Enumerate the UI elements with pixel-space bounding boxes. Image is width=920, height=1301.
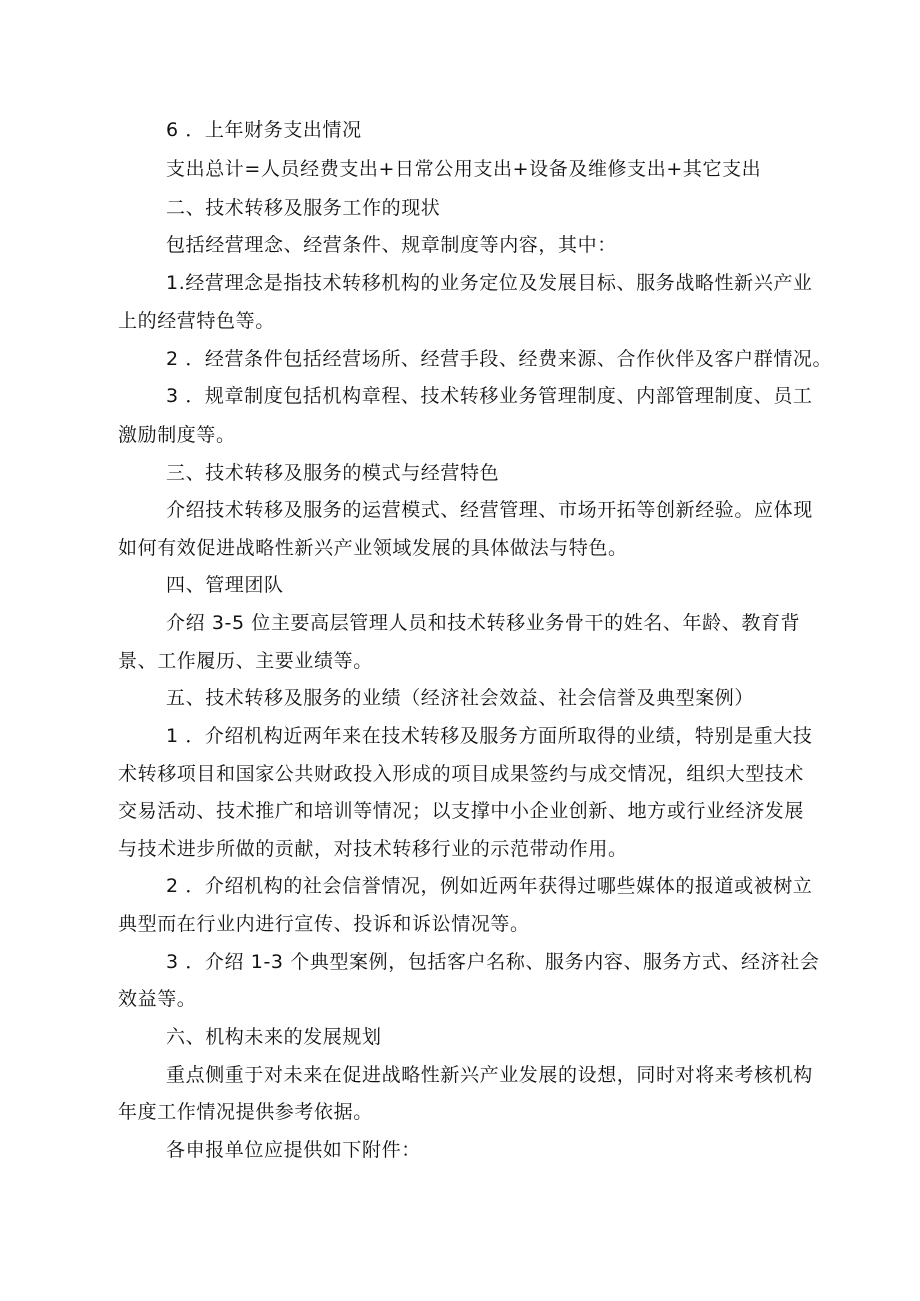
- paragraph-line: 重点侧重于对未来在促进战略性新兴产业发展的设想，同时对将来考核机构: [166, 1064, 813, 1086]
- list-item-line: 效益等。: [118, 988, 197, 1010]
- paragraph-line: 景、工作履历、主要业绩等。: [118, 650, 373, 672]
- list-item-line: 3 ．介绍 1-3 个典型案例，包括客户名称、服务内容、服务方式、经济社会: [166, 951, 820, 973]
- paragraph-line: 介绍技术转移及服务的运营模式、经营管理、市场开拓等创新经验。应体现: [166, 499, 813, 521]
- paragraph-line: 介绍 3-5 位主要高层管理人员和技术转移业务骨干的姓名、年龄、教育背: [166, 612, 801, 634]
- section-heading: 六、机构未来的发展规划: [166, 1026, 382, 1048]
- list-item-line: 术转移项目和国家公共财政投入形成的项目成果签约与成交情况，组织大型技术: [118, 763, 805, 785]
- list-item-line: 2 ．介绍机构的社会信誉情况，例如近两年获得过哪些媒体的报道或被树立: [166, 875, 813, 897]
- section-heading: 四、管理团队: [166, 574, 284, 596]
- section-heading: 五、技术转移及服务的业绩（经济社会效益、社会信誉及典型案例）: [166, 687, 755, 709]
- section-heading: 二、技术转移及服务工作的现状: [166, 197, 441, 219]
- list-item-line: 1 ．介绍机构近两年来在技术转移及服务方面所取得的业绩，特别是重大技: [166, 725, 813, 747]
- list-item-line: 交易活动、技术推广和培训等情况；以支撑中小企业创新、地方或行业经济发展: [118, 800, 805, 822]
- section-heading: 三、技术转移及服务的模式与经营特色: [166, 462, 500, 484]
- paragraph-line: 各申报单位应提供如下附件：: [166, 1139, 421, 1161]
- list-item-line: 3 ．规章制度包括机构章程、技术转移业务管理制度、内部管理制度、员工: [166, 385, 813, 407]
- paragraph-line: 年度工作情况提供参考依据。: [118, 1101, 373, 1123]
- paragraph-line: 支出总计=人员经费支出+日常公用支出+设备及维修支出+其它支出: [166, 158, 762, 180]
- list-item-line: 激励制度等。: [118, 424, 236, 446]
- paragraph-line: 包括经营理念、经营条件、规章制度等内容，其中：: [166, 234, 617, 256]
- subsection-heading: 6 ．上年财务支出情况: [166, 119, 362, 141]
- list-item-line: 典型而在行业内进行宣传、投诉和诉讼情况等。: [118, 913, 530, 935]
- list-item-line: 上的经营特色等。: [118, 310, 275, 332]
- list-item-line: 与技术进步所做的贡献，对技术转移行业的示范带动作用。: [118, 838, 628, 860]
- list-item-line: 2 ．经营条件包括经营场所、经营手段、经费来源、合作伙伴及客户群情况。: [166, 348, 833, 370]
- paragraph-line: 如何有效促进战略性新兴产业领域发展的具体做法与特色。: [118, 537, 628, 559]
- list-item-line: 1.经营理念是指技术转移机构的业务定位及发展目标、服务战略性新兴产业: [166, 272, 813, 294]
